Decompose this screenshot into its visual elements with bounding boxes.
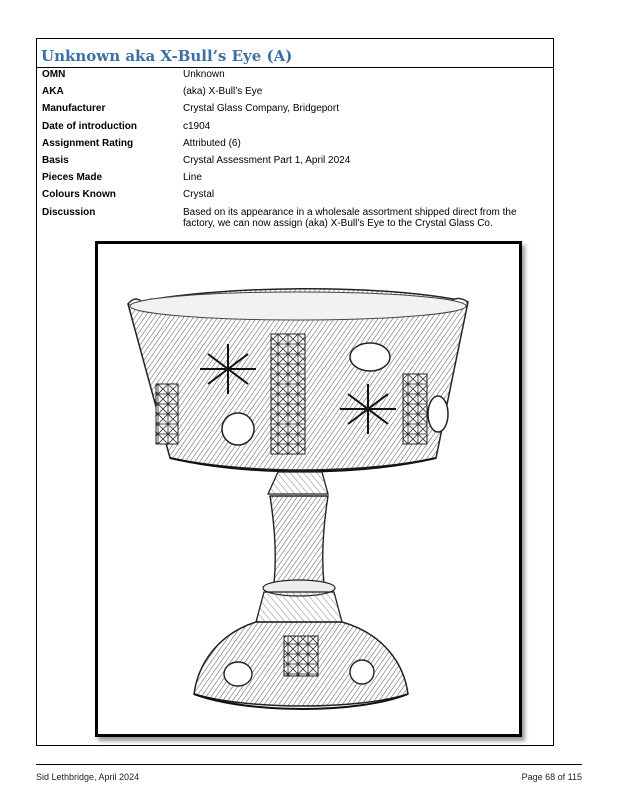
attribute-value: Based on its appearance in a wholesale assortment shipped direct from the factory, we can now assign (aka) X-Bull’s Eye to the Crystal Glass Co. — [183, 206, 517, 229]
attribute-label: Discussion — [42, 206, 96, 218]
attribute-label: OMN — [42, 69, 66, 80]
attribute-value: (aka) X-Bull’s Eye — [183, 86, 263, 98]
attribute-label: Date of introduction — [42, 120, 137, 132]
attribute-row-rating — [42, 138, 547, 149]
title-divider — [37, 67, 553, 68]
attribute-row-basis — [42, 155, 547, 166]
attribute-row-aka — [42, 86, 547, 97]
attribute-label: Pieces Made — [42, 172, 103, 184]
compote-drawing — [98, 244, 519, 734]
footer-author: Sid Lethbridge, April 2024 — [36, 772, 140, 782]
attribute-value: Crystal — [183, 189, 215, 201]
attribute-value: c1904 — [183, 120, 211, 132]
pattern-entry-box — [36, 38, 554, 746]
pattern-title: Unknown aka X-Bull’s Eye (A) — [41, 47, 293, 65]
attribute-value: Unknown — [183, 69, 225, 80]
attribute-value: Crystal Assessment Part 1, April 2024 — [183, 154, 351, 166]
compote-illustration — [95, 241, 522, 737]
attribute-row-date — [42, 121, 547, 132]
footer-page-number: Page 68 of 115 — [521, 772, 582, 782]
attribute-value: Crystal Glass Company, Bridgeport — [183, 103, 339, 115]
footer-divider — [36, 764, 582, 765]
attribute-label: Basis — [42, 154, 69, 166]
attribute-row-discussion — [42, 207, 547, 229]
compote-stem — [256, 472, 342, 622]
attribute-row-pieces — [42, 172, 547, 183]
attribute-row-colours — [42, 189, 547, 200]
attribute-label: Colours Known — [42, 189, 116, 201]
attribute-label: Manufacturer — [42, 103, 106, 115]
attribute-value: Attributed (6) — [183, 137, 241, 149]
attribute-row-omn — [42, 69, 547, 80]
attribute-value: Line — [183, 172, 202, 184]
attribute-label: Assignment Rating — [42, 137, 134, 149]
attribute-table — [42, 69, 547, 235]
compote-foot — [194, 622, 408, 709]
attribute-row-manufacturer — [42, 103, 547, 114]
compote-bowl — [128, 289, 468, 472]
attribute-label: AKA — [42, 86, 64, 98]
